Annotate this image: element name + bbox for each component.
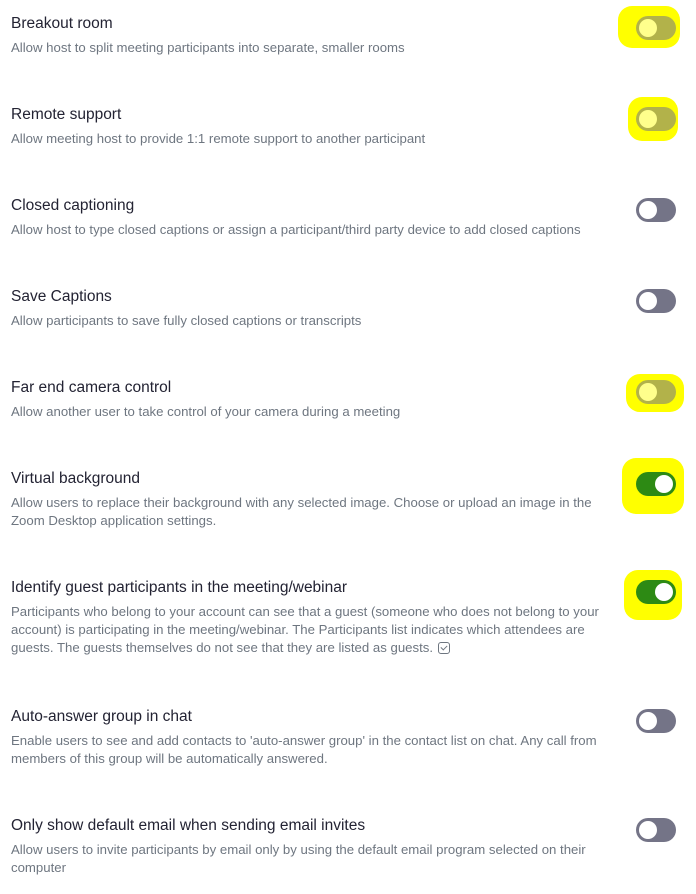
setting-title: Identify guest participants in the meeting/webinar xyxy=(11,579,348,596)
remote-support-toggle[interactable] xyxy=(636,107,676,131)
default-email-invites-toggle[interactable] xyxy=(636,818,676,842)
setting-description: Allow users to invite participants by email only by using the default email program selected on their computer xyxy=(11,842,586,875)
far-end-camera-control-toggle[interactable] xyxy=(636,380,676,404)
virtual-background-toggle[interactable] xyxy=(636,472,676,496)
setting-description: Enable users to see and add contacts to 'auto-answer group' in the contact list on chat. Any call from members of this group will be automatically answered. xyxy=(11,733,597,766)
setting-title: Save Captions xyxy=(11,288,112,305)
toggle-knob xyxy=(639,201,657,219)
setting-description xyxy=(11,603,617,657)
setting-default-email-invites xyxy=(0,816,696,886)
setting-breakout-room xyxy=(0,14,696,74)
setting-description: Allow participants to save fully closed captions or transcripts xyxy=(11,313,362,328)
setting-virtual-background xyxy=(0,469,696,549)
toggle-knob xyxy=(639,383,657,401)
setting-far-end-camera-control xyxy=(0,378,696,438)
setting-description: Allow meeting host to provide 1:1 remote support to another participant xyxy=(11,131,426,146)
setting-title: Only show default email when sending email invites xyxy=(11,817,366,834)
setting-description: Allow host to split meeting participants into separate, smaller rooms xyxy=(11,40,405,55)
toggle-knob xyxy=(639,712,657,730)
save-captions-toggle[interactable] xyxy=(636,289,676,313)
setting-identify-guest-participants xyxy=(0,578,696,668)
setting-title: Auto-answer group in chat xyxy=(11,708,192,725)
setting-auto-answer-group xyxy=(0,707,696,777)
setting-title: Far end camera control xyxy=(11,379,172,396)
setting-save-captions xyxy=(0,287,696,347)
breakout-room-toggle[interactable] xyxy=(636,16,676,40)
setting-title: Closed captioning xyxy=(11,197,135,214)
toggle-knob xyxy=(639,821,657,839)
toggle-knob xyxy=(639,19,657,37)
setting-description: Allow another user to take control of your camera during a meeting xyxy=(11,404,401,419)
verified-check-icon[interactable] xyxy=(438,642,450,654)
setting-remote-support xyxy=(0,105,696,165)
auto-answer-group-toggle[interactable] xyxy=(636,709,676,733)
setting-description-text: Participants who belong to your account can see that a guest (someone who does not belong to your account) is participating in the meeting/webinar. The Participants list indicates which attendees are guests. The guests themselves do not see that they are listed as guests. xyxy=(11,604,599,655)
closed-captioning-toggle[interactable] xyxy=(636,198,676,222)
toggle-knob xyxy=(639,292,657,310)
identify-guest-participants-toggle[interactable] xyxy=(636,580,676,604)
setting-title: Breakout room xyxy=(11,15,113,32)
setting-title: Remote support xyxy=(11,106,122,123)
setting-description: Allow host to type closed captions or assign a participant/third party device to add closed captions xyxy=(11,222,581,237)
setting-title: Virtual background xyxy=(11,470,140,487)
setting-description: Allow users to replace their background with any selected image. Choose or upload an image in the Zoom Desktop application settings. xyxy=(11,495,592,528)
toggle-knob xyxy=(655,475,673,493)
toggle-knob xyxy=(655,583,673,601)
toggle-knob xyxy=(639,110,657,128)
setting-closed-captioning xyxy=(0,196,696,256)
